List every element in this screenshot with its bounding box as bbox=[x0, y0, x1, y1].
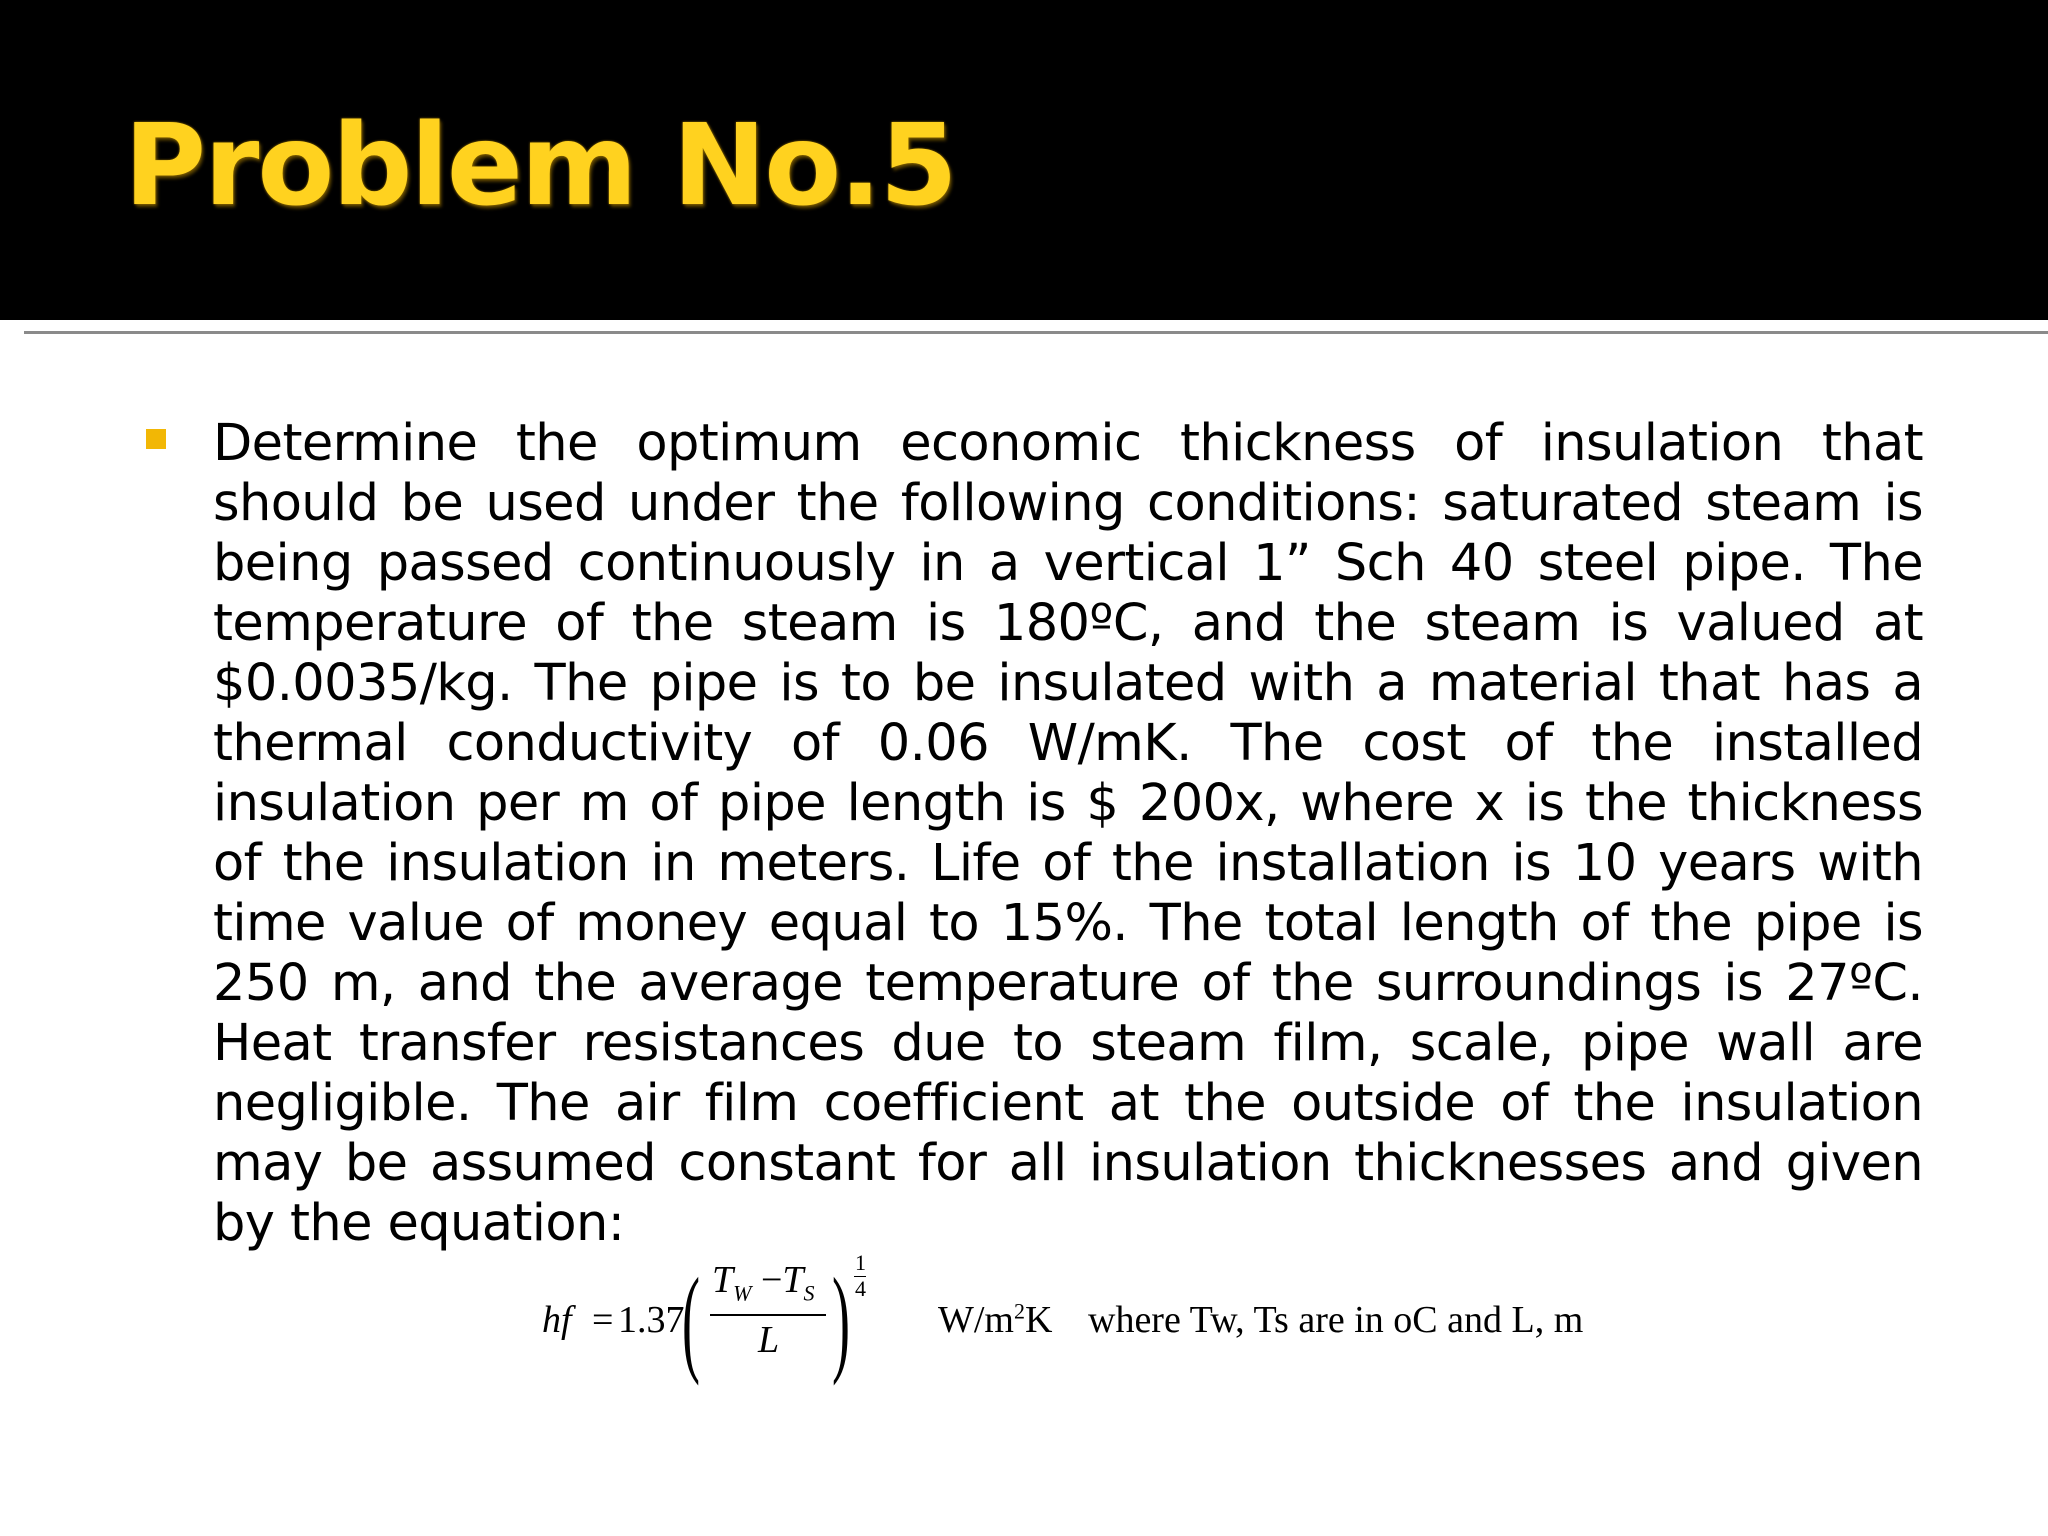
title-banner bbox=[0, 0, 2048, 320]
air-film-coefficient-equation bbox=[540, 1250, 1640, 1390]
formula-left-paren: ( bbox=[682, 1253, 700, 1386]
problem-line: insulation per m of pipe length is $ 200x, where x is the thickness bbox=[213, 774, 1923, 833]
problem-line: 250 m, and the average temperature of the surroundings is 27ºC. bbox=[213, 954, 1923, 1013]
problem-line: should be used under the following conditions: saturated steam is bbox=[213, 474, 1923, 533]
formula-right-paren: ) bbox=[832, 1253, 850, 1386]
fraction-bar bbox=[710, 1314, 826, 1316]
problem-line: thermal conductivity of 0.06 W/mK. The cost of the installed bbox=[213, 714, 1923, 773]
problem-line: time value of money equal to 15%. The total length of the pipe is bbox=[213, 894, 1923, 953]
problem-line: Heat transfer resistances due to steam film, scale, pipe wall are bbox=[213, 1014, 1923, 1073]
bullet-square-icon bbox=[146, 429, 166, 449]
units-base: W/m bbox=[938, 1299, 1014, 1341]
numerator-ts-sub: S bbox=[803, 1280, 815, 1306]
problem-line: of the insulation in meters. Life of the installation is 10 years with bbox=[213, 834, 1923, 893]
divider-line bbox=[24, 331, 2048, 334]
problem-line: by the equation: bbox=[213, 1194, 625, 1253]
numerator-ts: T bbox=[782, 1259, 804, 1301]
formula-denominator: L bbox=[758, 1319, 780, 1361]
problem-line: may be assumed constant for all insulation thicknesses and given bbox=[213, 1134, 1923, 1193]
slide-title: Problem No.5 bbox=[124, 101, 956, 231]
problem-line: temperature of the steam is 180ºC, and the steam is valued at bbox=[213, 594, 1923, 653]
numerator-minus: − bbox=[760, 1259, 783, 1301]
units-sup: 2 bbox=[1013, 1298, 1025, 1324]
formula-equals: = bbox=[592, 1299, 614, 1341]
numerator-tw: T bbox=[712, 1259, 734, 1301]
exponent-denominator: 4 bbox=[855, 1276, 866, 1301]
formula-lhs: hf bbox=[542, 1299, 572, 1341]
problem-line: negligible. The air film coefficient at the outside of the insulation bbox=[213, 1074, 1923, 1133]
formula-note: where Tw, Ts are in oC and L, m bbox=[1088, 1299, 1584, 1341]
numerator-tw-sub: W bbox=[733, 1280, 752, 1306]
problem-statement bbox=[213, 414, 1923, 1254]
formula-units bbox=[938, 1298, 1052, 1342]
problem-line: $0.0035/kg. The pipe is to be insulated with a material that has a bbox=[213, 654, 1923, 713]
units-tail: K bbox=[1024, 1299, 1053, 1341]
formula-coefficient: 1.37 bbox=[618, 1299, 685, 1341]
problem-line: being passed continuously in a vertical 1” Sch 40 steel pipe. The bbox=[213, 534, 1923, 593]
exponent-numerator: 1 bbox=[855, 1250, 866, 1275]
problem-line: Determine the optimum economic thickness of insulation that bbox=[213, 414, 1923, 473]
formula-numerator bbox=[712, 1258, 815, 1307]
